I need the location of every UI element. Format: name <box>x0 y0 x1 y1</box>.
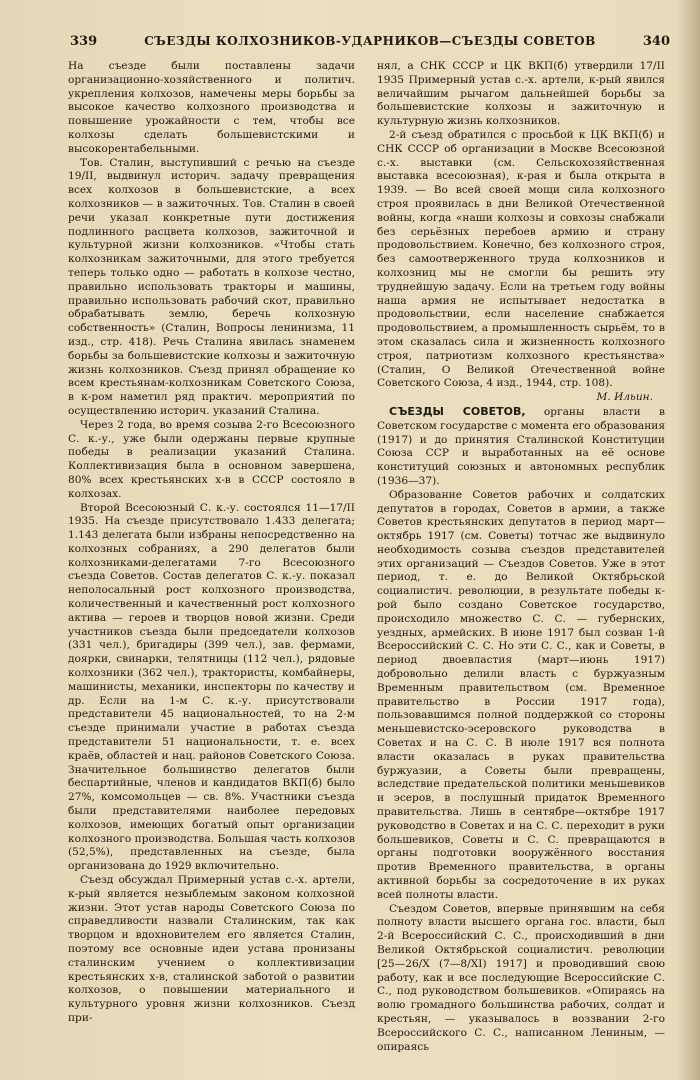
right-page-number: 340 <box>642 34 670 49</box>
entry-definition: органы власти в Советском государстве с момента его образования (1917) и до принятия Сталинской Конституции Союза ССР и выработанных на её основе конституций союзных и автономных республик (1936—37). <box>377 405 666 487</box>
paragraph: Второй Всесоюзный С. к.-у. состоялся 11—17/II 1935. На съезде присутствовало 1.433 делегата; 1.143 делегата были избраны непосредственно на колхозных собраниях, а 290 делегатов были колхозниками-делегатами 7-го Всесоюзного съезда Советов. Состав делегатов С. к.-у. показал неполосальный рост колхозного производства, количественный и качественный рост колхозного актива — героев и творцов новой жизни. Среди участников съезда были председатели колхозов (331 чел.), бригадиры (399 чел.), зав. фермами, доярки, свинарки, телятницы (112 чел.), рядовые колхозники (362 чел.), трактористы, комбайнеры, машинисты, механики, инспекторы по качеству и др. Если на 1-м С. к.-у. присутствовали представители 45 национальностей, то на 2-м съезде принимали участие в работах съезда представители 51 национальности, т. е. всех краёв, областей и нац. районов Советского Союза. Значительное большинство делегатов были беспартийные, членов и кандидатов ВКП(б) было 27%, комсомольцев — св. 8%. Участники съезда были представителями наиболее передовых колхозов, имеющих богатый опыт организации колхозного производства. Большая часть колхозов (52,5%), представленных на съезде, была организована до 1929 включительно. <box>68 501 355 873</box>
paragraph: Через 2 года, во время созыва 2-го Всесоюзного С. к.-у., уже были одержаны первые крупные победы в реализации указаний Сталина. Коллективизация была в основном завершена, 80% всех крестьянских х-в в СССР состояло в колхозах. <box>68 418 355 500</box>
paragraph: Образование Советов рабочих и солдатских депутатов в городах, Советов в армии, а также Советов крестьянских депутатов в период март—октябрь 1917 (см. Советы) тотчас же выдвинуло необходимость созыва съездов представителей этих организаций — Съездов Советов. Уже в этот период, т. е. до Великой Октябрьской социалистич. революции, в результате победы к-рой было создано Советское государство, происходило множество С. С. — губернских, уездных, армейских. В июне 1917 был созван 1-й Всероссийский С. С. Но эти С. С., как и Советы, в период двоевластия (март—июнь 1917) добровольно делили власть с буржуазным Временным правительством (см. Временное правительство в России 1917 года), пользовавшимся полной поддержкой со стороны меньшевистско-эсеровского руководства в Советах и на С. С. В июле 1917 вся полнота власти оказалась в руках правительства буржуазии, а Советы были превращены, вследствие предательской политики меньшевиков и эсеров, в послушный придаток Временного правительства. Лишь в сентябре—октябре 1917 руководство в Советах и на С. С. переходит в руки большевиков, Советы и С. С. превращаются в органы подготовки вооружённого восстания против Временного правительства, в органы активной борьбы за сосредоточение в их руках всей полноты власти. <box>377 488 665 901</box>
paragraph: Съездом Советов, впервые принявшим на себя полноту власти высшего органа гос. власти, был 2-й Всероссийский С. С., происходивший в дни Великой Октябрьской социалистич. революции [25—26/X (7—8/XI) 1917] и проводивший свою работу, как и все последующие Всероссийские С. С., под руководством большевиков. «Опираясь на волю громадного большинства рабочих, солдат и крестьян, — указывалось в воззвании 2-го Всероссийского С. С., написанном Лениным, — опираясь <box>377 902 665 1053</box>
page-fold-shadow <box>676 0 700 1080</box>
left-page-number: 339 <box>70 34 98 49</box>
paragraph: 2-й съезд обратился с просьбой к ЦК ВКП(б) и СНК СССР об организации в Москве Всесоюзной с.-х. выставки (см. Сельскохозяйственная выставка всесоюзная), к-рая и была открыта в 1939. — Во всей своей мощи сила колхозного строя проявилась в дни Великой Отечественной войны, когда «наши колхозы и совхозы снабжали без серьёзных перебоев армию и страну продовольствием. Конечно, без колхозного строя, без самоотверженного труда колхозников и колхозниц мы не смогли бы решить эту труднейшую задачу. Если на третьем году войны наша армия не испытывает недостатка в продовольствии, если население снабжается продовольствием, а промышленность сырьём, то в этом сказалась сила и жизненность колхозного строя, патриотизм колхозного крестьянства» (Сталин, О Великой Отечественной войне Советского Союза, 4 изд., 1944, стр. 108). <box>377 128 665 390</box>
right-column <box>377 60 665 1054</box>
running-title: СЪЕЗДЫ КОЛХОЗНИКОВ-УДАРНИКОВ—СЪЕЗДЫ СОВЕТОВ <box>144 34 596 48</box>
article-author: М. Ильин. <box>596 391 653 404</box>
paragraph: Съезд обсуждал Примерный устав с.-х. артели, к-рый является незыблемым законом колхозной жизни. Этот устав народы Советского Союза по справедливости назвали Сталинским, так как творцом и вдохновителем его является Сталин, поэтому все основные идеи устава пронизаны сталинским учением о коллективизации крестьянских х-в, сталинской заботой о развитии колхозов, о повышении материального и культурного уровня жизни колхозников. Съезд при- <box>68 874 355 1024</box>
entry-paragraph <box>377 405 665 489</box>
paragraph: Тов. Сталин, выступивший с речью на съезде 19/II, выдвинул историч. задачу превращения всех колхозов в большевистские, а всех колхозников — в зажиточных. Тов. Сталин в своей речи указал конкретные пути достижения подлинного расцвета колхозов, зажиточной и культурной жизни колхозников. «Чтобы стать колхозникам зажиточными, для этого требуется теперь только одно — работать в колхозе честно, правильно использовать тракторы и машины, правильно использовать рабочий скот, правильно обрабатывать землю, беречь колхозную собственность» (Сталин, Вопросы ленинизма, 11 изд., стр. 418). Речь Сталина явилась знаменем борьбы за большевистские колхозы и зажиточную жизнь колхозников. Съезд принял обращение ко всем крестьянам-колхозникам Советского Союза, в к-ром наметил ряд практич. мероприятий по осуществлению историч. указаний Сталина. <box>68 156 355 417</box>
page-header <box>70 34 670 54</box>
paragraph: нял, а СНК СССР и ЦК ВКП(б) утвердили 17/II 1935 Примерный устав с.-х. артели, к-рый явился величайшим рычагом дальнейшей борьбы за большевистские колхозы и зажиточную и культурную жизнь колхозников. <box>377 60 665 128</box>
left-column <box>68 60 355 1026</box>
entry-title: СЪЕЗДЫ СОВЕТОВ, <box>389 404 526 418</box>
paragraph: На съезде были поставлены задачи организационно-хозяйственного и политич. укрепления колхозов, намечены меры борьбы за высокое качество колхозного производства и повышение урожайности с тем, чтобы все колхозы сделать большевистскими и высокорентабельными. <box>68 60 355 155</box>
